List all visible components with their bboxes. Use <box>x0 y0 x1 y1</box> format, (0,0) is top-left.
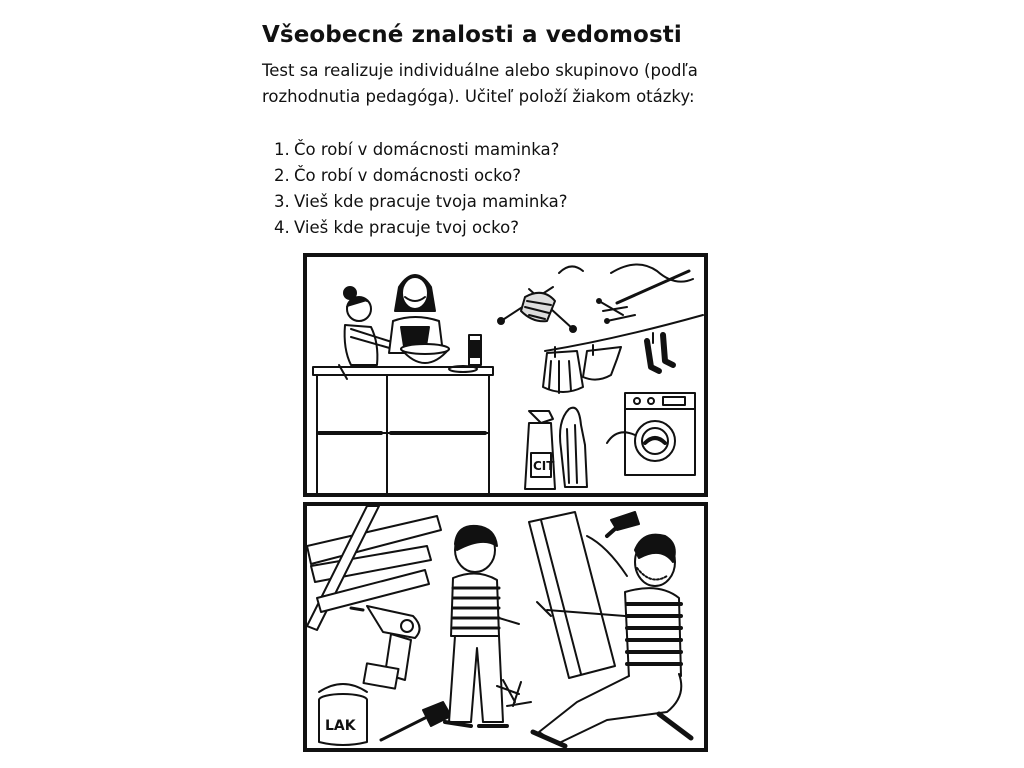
wooden-board-icon <box>529 512 615 678</box>
question-text: Vieš kde pracuje tvoj ocko? <box>294 218 519 237</box>
washing-machine-icon <box>607 393 695 475</box>
question-list <box>262 137 722 241</box>
mother-icon <box>389 275 443 353</box>
paint-brush-icon <box>381 702 451 740</box>
list-item <box>262 137 722 163</box>
page-title: Všeobecné znalosti a vedomosti <box>262 22 682 48</box>
knitting-icon <box>498 266 583 332</box>
rubber-gloves-icon <box>560 408 587 487</box>
girl-icon <box>339 287 395 379</box>
household-mother-illustration <box>307 257 704 493</box>
household-father-panel <box>303 502 708 752</box>
intro-text: Test sa realizuje individuálne alebo skupinovo (podľa rozhodnutia pedagóga). Učiteľ položí žiakom otázky: <box>262 61 698 106</box>
hammer-icon <box>607 512 639 536</box>
question-number: 3. <box>274 192 290 211</box>
cleaning-spray-icon <box>525 411 555 489</box>
household-father-illustration <box>307 506 704 748</box>
list-item <box>262 189 722 215</box>
milk-carton-icon <box>469 335 481 365</box>
power-drill-icon <box>351 606 420 689</box>
clothesline-icon <box>543 315 703 393</box>
bottle-label: CIT <box>533 459 555 473</box>
list-item <box>262 163 722 189</box>
list-item <box>262 215 722 241</box>
question-number: 4. <box>274 218 290 237</box>
question-text: Čo robí v domácnosti ocko? <box>294 166 521 185</box>
paint-can-label: LAK <box>325 718 356 734</box>
boy-icon <box>445 526 519 726</box>
sewing-needle-icon <box>597 264 693 323</box>
paint-can-icon <box>319 684 367 745</box>
household-mother-panel <box>303 253 708 497</box>
question-number: 1. <box>274 140 290 159</box>
question-text: Vieš kde pracuje tvoja maminka? <box>294 192 568 211</box>
kitchen-counter-icon <box>313 367 493 493</box>
question-number: 2. <box>274 166 290 185</box>
question-text: Čo robí v domácnosti maminka? <box>294 140 560 159</box>
